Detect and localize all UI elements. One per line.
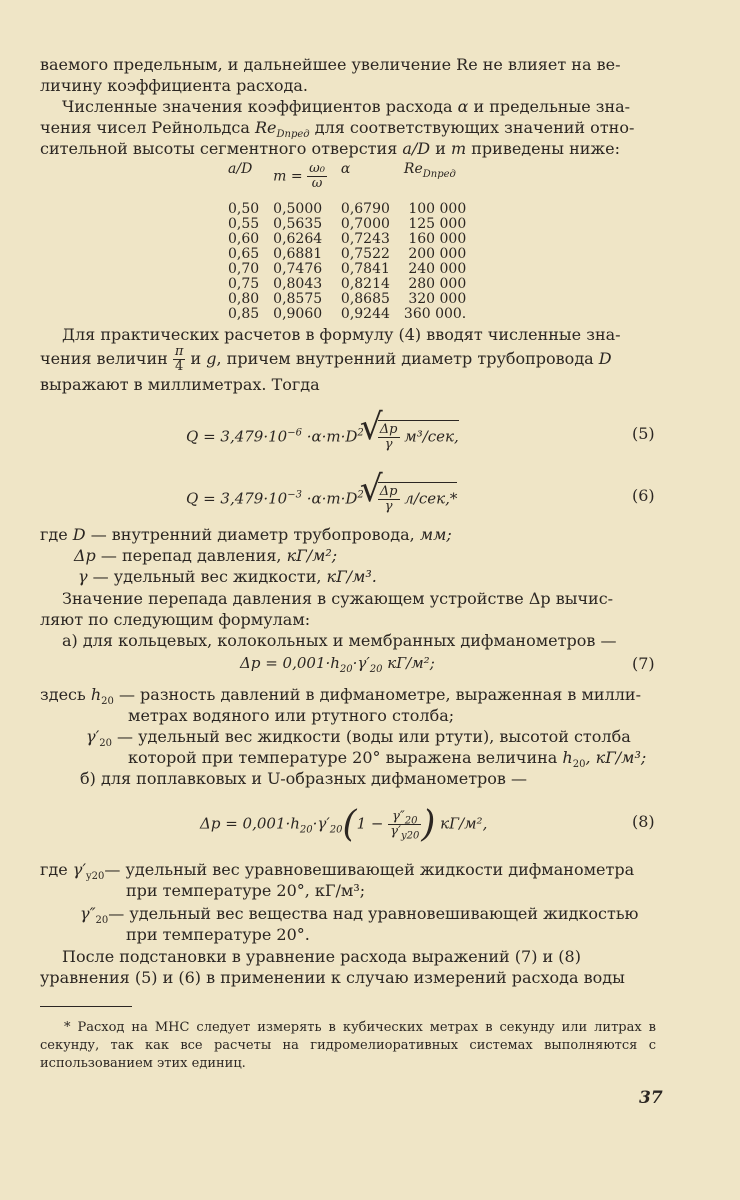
table-row [228,202,480,217]
cell-m: 0,7476 [273,261,323,277]
cell-m: 0,5635 [273,216,323,232]
footnote-rule [40,1006,132,1007]
cell-alpha: 0,8685 [340,291,390,307]
table-row [228,292,480,307]
cell-alpha: 0,8214 [340,276,390,292]
table-row [228,247,480,262]
cell-alpha: 0,7522 [340,246,390,262]
cell-aD: 0,70 [228,261,260,277]
definition-dp: Δp — перепад давления, кГ/м²; [74,546,338,565]
definition-gamma: γ — удельный вес жидкости, кГ/м³. [78,567,377,586]
cell-re: 125 000 [408,216,467,232]
col-header-alpha: α [340,161,351,177]
page-number: 37 [639,1088,663,1108]
cell-re: 280 000 [408,276,467,292]
col-header-aD: a/D [228,161,253,177]
substitution-paragraph: После подстановки в уравнение расхода выражений (7) и (8) уравнения (5) и (6) в применении к случаю измерений расхода воды [40,947,625,987]
table-row [228,232,480,247]
cell-aD: 0,55 [228,216,260,232]
cell-m: 0,8575 [273,291,323,307]
definition-gamma20: $\gamma'_{20}$ — удельный вес жидкости (воды или ртути), высотой столба [86,727,631,750]
definition-gamma-double20: $\gamma''_{20}—$ удельный вес вещества над уравновешивающей жидкостью [80,904,639,927]
cell-re: 320 000 [408,291,467,307]
cell-re: 100 000 [408,201,467,217]
document-page: ваемого предельным, и дальнейшее увеличение Re не влияет на ве- личину коэффициента расхода. Численные значения коэффициентов расхода α и предельные зна- чения чисел Рейнольдса $Re_{Dпред}$ для соответствующих значений отно- сительной высоты сегментного отверстия a/D и m приведены ниже: a/D m = $\frac{\text{ω₀}}{\omega}$ α $Re_{Dпред}$ 0,50 0,5000 0,6790 100 000 0,55 0,5635 0,7000 125 000 0,60 0,6264 0,7243 160 000 0,65 0,6881 0,7522 200 000 0,70 0,7476 0,7841 240 000 0,75 0,8043 0,8214 280 000 0,80 0,8575 0,8685 320 000 0,85 0,9060 0,9244 360 000. Для практических расчетов в формулу (4) вводят численные зна- чения величин $\frac{\pi}{4}$ и g, причем внутренний диаметр трубопровода D выражают в миллиметрах. Тогда $Q = 3,479\cdot 10^{-6} \cdot\alpha\cdot m\cdot D^2$ √ $\frac{\Delta p}{\gamma}$ м³/сек, (5) $Q = 3,479\cdot 10^{-3} \cdot\alpha\cdot m\cdot D^2$ √ $\frac{\Delta p}{\gamma}$ л/сек,* (6) где D — внутренний диаметр трубопровода, мм; Δp — перепад давления, кГ/м²; γ — удельный вес жидкости, кГ/м³. Значение перепада давления в сужающем устройстве Δp вычис- ляют по следующим формулам: а) для кольцевых, колокольных и мембранных дифманометров — $\Delta p = 0,001\cdot h_{20}\cdot\gamma'_{20}$ кГ/м²; (7) здесь $h_{20}$ — разность давлений в дифманометре, выраженная в милли- метрах водяного или ртутного столба; $\gamma'_{20}$ — удельный вес жидкости (воды или ртути), высотой столба которой при температуре 20° выражена величина $h_{20}$, кГ/м³; б) для поплавковых и U-образных дифманометров — $\Delta p = 0,001\cdot h_{20}\cdot\gamma'_{20}(1$ − $\frac{\gamma''_{20}}{\gamma'_{y20}}$ ) кГ/м², (8) где $\gamma'_{y20}—$ удельный вес уравновешивающей жидкости дифманометра при температуре 20°, кГ/м³; $\gamma''_{20}—$ удельный вес вещества над уравновешивающей жидкостью при температуре 20°. После подстановки в уравнение расхода выражений (7) и (8) уравнения (5) и (6) в применении к случаю измерений расхода воды * Расход на МНС следует измерять в кубических метрах в секунду или литрах в секунду, так как все расчеты на гидромелиоративных системах выполняются с использованием этих единиц. 37 [0,0,740,1200]
cell-re: 360 000. [403,306,467,322]
definition-h20: здесь $h_{20}$ — разность давлений в дифманометре, выраженная в милли- [40,685,641,708]
cell-aD: 0,85 [228,306,260,322]
cell-aD: 0,50 [228,201,260,217]
equation-5: $Q = 3,479\cdot 10^{-6} \cdot\alpha\cdot m\cdot D^2$ √ $\frac{\Delta p}{\gamma}$ м³/сек, (5) [0,414,740,454]
table-row [228,277,480,292]
table-row [228,217,480,232]
cell-alpha: 0,9244 [340,306,390,322]
cell-m: 0,8043 [273,276,323,292]
definition-D: где D — внутренний диаметр трубопровода, мм; [40,525,452,544]
practical-paragraph: Для практических расчетов в формулу (4) вводят численные зна- чения величин $\frac{\pi}{4}$ и g, причем внутренний диаметр трубопровода D выражают в миллиметрах. Тогда [40,325,621,394]
pressure-drop-paragraph: Значение перепада давления в сужающем устройстве Δp вычис- ляют по следующим формулам: а) для кольцевых, колокольных и мембранных дифманометров — [40,589,617,650]
case-b-heading: б) для поплавковых и U-образных дифманометров — [80,769,528,788]
equation-7: $\Delta p = 0,001\cdot h_{20}\cdot\gamma'_{20}$ кГ/м²; (7) [240,654,655,675]
cell-m: 0,9060 [273,306,323,322]
cell-m: 0,6264 [273,231,323,247]
cell-aD: 0,80 [228,291,260,307]
cell-alpha: 0,7243 [340,231,390,247]
equation-8: $\Delta p = 0,001\cdot h_{20}\cdot\gamma'_{20}(1$ − $\frac{\gamma''_{20}}{\gamma'_{y20}}$ ) кГ/м², (8) [200,804,655,845]
cell-aD: 0,75 [228,276,260,292]
coefficient-table [228,162,480,322]
table-row [228,262,480,277]
cell-m: 0,5000 [273,201,323,217]
table-row [228,307,480,322]
definition-gamma-y20: где $\gamma'_{y20}—$ удельный вес уравновешивающей жидкости дифманометра [40,860,635,883]
col-header-re: $Re_{Dпред}$ [403,161,456,180]
cell-alpha: 0,6790 [340,201,390,217]
cell-aD: 0,65 [228,246,260,262]
cell-re: 240 000 [408,261,467,277]
cell-aD: 0,60 [228,231,260,247]
table-header-row [228,162,480,202]
cell-alpha: 0,7000 [340,216,390,232]
cell-re: 200 000 [408,246,467,262]
equation-6: $Q = 3,479\cdot 10^{-3} \cdot\alpha\cdot m\cdot D^2$ √ $\frac{\Delta p}{\gamma}$ л/сек,* (6) [0,476,740,516]
cell-alpha: 0,7841 [340,261,390,277]
intro-paragraph: ваемого предельным, и дальнейшее увеличение Re не влияет на ве- личину коэффициента расхода. Численные значения коэффициентов расхода α и предельные зна- чения чисел Рейнольдса $Re_{Dпред}$ для соответствующих значений отно- сительной высоты сегментного отверстия a/D и m приведены ниже: [40,55,635,158]
cell-m: 0,6881 [273,246,323,262]
footnote: * Расход на МНС следует измерять в кубических метрах в секунду или литрах в секунду, так как все расчеты на гидромелиоративных системах выполняются с использованием этих единиц. [40,1020,656,1071]
cell-re: 160 000 [408,231,467,247]
col-header-m: m = $\frac{\text{ω₀}}{\omega}$ [273,161,325,191]
